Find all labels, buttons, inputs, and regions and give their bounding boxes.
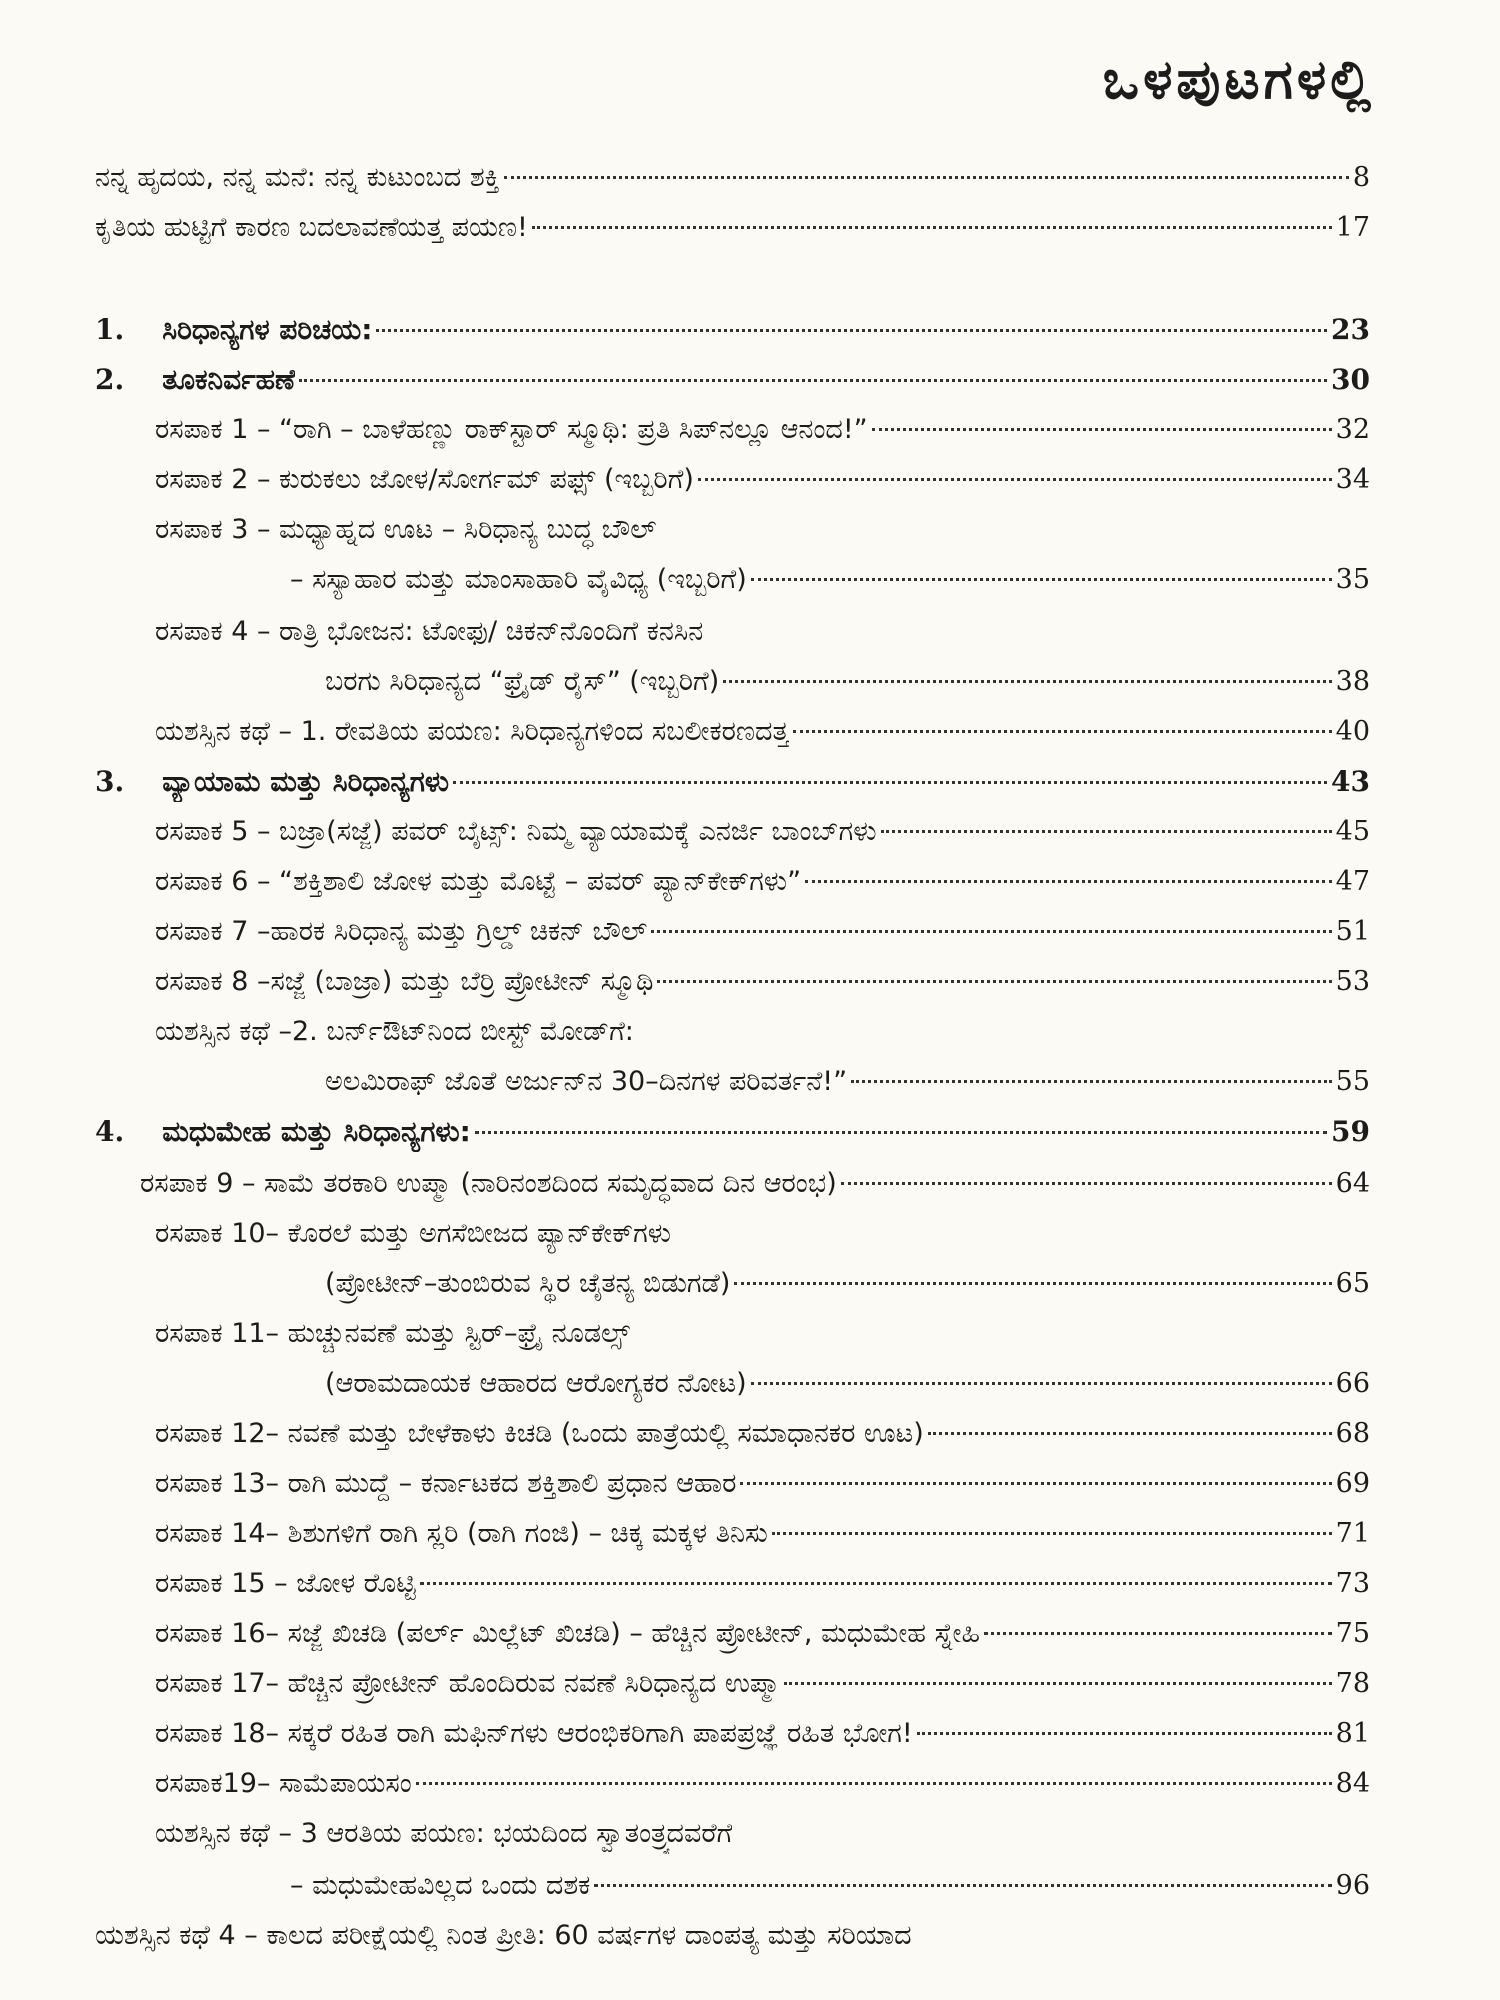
chapter-number: 4. (95, 1115, 125, 1148)
toc-entry-text: ರಸಪಾಕ 11– ಹುಚ್ಚುನವಣೆ ಮತ್ತು ಸ್ಟಿರ್–ಫ್ರೈ ನೂಡಲ್ಸ್ (155, 1318, 630, 1349)
toc-page-number: 34 (1335, 464, 1370, 495)
leader-dots (299, 379, 1327, 382)
leader-dots (772, 1532, 1332, 1535)
toc-entry[interactable] (155, 712, 1370, 752)
toc-entry[interactable] (155, 1214, 1370, 1254)
toc-entry-text: ಯಶಸ್ಸಿನ ಕಥೆ – 3 ಆರತಿಯ ಪಯಣ: ಭಯದಿಂದ ಸ್ವಾತಂತ್ರ್ಯದವರೆಗೆ (155, 1818, 733, 1849)
chapter-number: 1. (95, 313, 125, 346)
toc-entry[interactable] (155, 862, 1370, 902)
toc-entry[interactable] (155, 510, 1370, 550)
toc-chapter[interactable] (95, 1112, 1370, 1152)
toc-page-number: 53 (1335, 966, 1370, 997)
toc-page-number: 71 (1335, 1518, 1370, 1549)
toc-entry-text: ರಸಪಾಕ 8 –ಸಜ್ಜೆ (ಬಾಜ್ರಾ) ಮತ್ತು ಬೆರ್ರಿ ಪ್ರೋಟೀನ್ ಸ್ಮೂಥಿ (155, 966, 654, 997)
toc-entry-text: ರಸಪಾಕ 17– ಹೆಚ್ಚಿನ ಪ್ರೋಟೀನ್ ಹೊಂದಿರುವ ನವಣೆ ಸಿರಿಧಾನ್ಯದ ಉಪ್ಮಾ (155, 1668, 781, 1699)
toc-entry-text: ಸಿರಿಧಾನ್ಯಗಳ ಪರಿಚಯ: (162, 313, 373, 346)
toc-page-number: 45 (1335, 816, 1370, 847)
leader-dots (793, 730, 1332, 733)
toc-entry[interactable] (95, 208, 1370, 248)
leader-dots (984, 1632, 1332, 1635)
toc-entry-text: ರಸಪಾಕ 4 – ರಾತ್ರಿ ಭೋಜನ: ಟೋಫು/ ಚಿಕನ್‌ನೊಂದಿಗೆ ಕನಸಿನ (155, 616, 704, 647)
leader-dots (657, 980, 1331, 983)
leader-dots (841, 1182, 1332, 1185)
toc-entry[interactable] (155, 812, 1370, 852)
toc-entry[interactable] (155, 1764, 1370, 1804)
toc-entry-text: – ಮಧುಮೇಹವಿಲ್ಲದ ಒಂದು ದಶಕ (290, 1870, 591, 1901)
toc-entry-continuation[interactable] (290, 1866, 1370, 1906)
toc-entry-text: ಯಶಸ್ಸಿನ ಕಥೆ –2. ಬರ್ನ್‌ಔಟ್‌ನಿಂದ ಬೀಸ್ಟ್ ಮೋಡ್‌ಗೆ: (155, 1016, 634, 1047)
leader-dots (751, 578, 1332, 581)
toc-entry-text: ಬರಗು ಸಿರಿಧಾನ್ಯದ “ಫ್ರೈಡ್ ರೈಸ್” (ಇಬ್ಬರಿಗೆ) (325, 666, 720, 697)
leader-dots (475, 1131, 1327, 1134)
toc-page-number: 43 (1331, 765, 1370, 798)
toc-page-number: 75 (1335, 1618, 1370, 1649)
toc-entry-text: ರಸಪಾಕ 10– ಕೊರಲೆ ಮತ್ತು ಅಗಸೆಬೀಜದ ಪ್ಯಾನ್‌ಕೇಕ್‌ಗಳು (155, 1218, 671, 1249)
toc-entry-continuation[interactable] (290, 560, 1370, 600)
toc-entry[interactable] (155, 1514, 1370, 1554)
toc-page-number: 96 (1335, 1870, 1370, 1901)
toc-entry[interactable] (155, 460, 1370, 500)
toc-entry-text: ರಸಪಾಕ 6 – “ಶಕ್ತಿಶಾಲಿ ಜೋಳ ಮತ್ತು ಮೊಟ್ಟೆ – ಪವರ್ ಪ್ಯಾನ್‌ಕೇಕ್‌ಗಳು” (155, 866, 802, 897)
toc-page-number: 32 (1335, 414, 1370, 445)
toc-entry[interactable] (140, 1164, 1370, 1204)
leader-dots (594, 1884, 1331, 1887)
toc-entry[interactable] (155, 1564, 1370, 1604)
leader-dots (416, 1782, 1332, 1785)
toc-entry[interactable] (155, 1614, 1370, 1654)
toc-entry[interactable] (155, 410, 1370, 450)
toc-page-number: 81 (1335, 1718, 1370, 1749)
toc-entry-continuation[interactable] (325, 1062, 1370, 1102)
leader-dots (376, 329, 1327, 332)
toc-chapter[interactable] (95, 360, 1370, 400)
leader-dots (851, 1080, 1332, 1083)
toc-entry-text: ಅಲಮಿರಾಫ್ ಜೊತೆ ಅರ್ಜುನ್‌ನ 30–ದಿನಗಳ ಪರಿವರ್ತನೆ!” (325, 1066, 848, 1097)
toc-entry[interactable] (155, 1464, 1370, 1504)
toc-entry-text: ರಸಪಾಕ 14– ಶಿಶುಗಳಿಗೆ ರಾಗಿ ಸ್ಲರಿ (ರಾಗಿ ಗಂಜಿ) – ಚಿಕ್ಕ ಮಕ್ಕಳ ತಿನಿಸು (155, 1518, 768, 1549)
toc-page-number: 66 (1335, 1368, 1370, 1399)
leader-dots (453, 781, 1327, 784)
toc-entry-text: (ಆರಾಮದಾಯಕ ಆಹಾರದ ಆರೋಗ್ಯಕರ ನೋಟ) (325, 1368, 747, 1399)
toc-entry-text: ಕೃತಿಯ ಹುಟ್ಟಿಗೆ ಕಾರಣ ಬದಲಾವಣೆಯತ್ತ ಪಯಣ! (95, 212, 528, 243)
toc-entry-text: ರಸಪಾಕ 3 – ಮಧ್ಯಾಹ್ನದ ಊಟ – ಸಿರಿಧಾನ್ಯ ಬುದ್ಧ ಬೌಲ್ (155, 514, 657, 545)
page-title: ಒಳಪುಟಗಳಲ್ಲಿ (1102, 48, 1375, 111)
leader-dots (928, 1432, 1332, 1435)
toc-entry-text: ನನ್ನ ಹೃದಯ, ನನ್ನ ಮನೆ: ನನ್ನ ಕುಟುಂಬದ ಶಕ್ತಿ (95, 162, 500, 193)
leader-dots (805, 880, 1332, 883)
toc-entry-continuation[interactable] (325, 1264, 1370, 1304)
toc-entry-text: ತೂಕನಿರ್ವಹಣೆ (162, 363, 296, 396)
toc-entry-text: ರಸಪಾಕ 7 –ಹಾರಕ ಸಿರಿಧಾನ್ಯ ಮತ್ತು ಗ್ರಿಲ್ಡ್ ಚಿಕನ್ ಬೌಲ್ (155, 916, 648, 947)
toc-entry[interactable] (155, 1664, 1370, 1704)
toc-page-number: 8 (1352, 162, 1370, 193)
leader-dots (917, 1732, 1332, 1735)
toc-entry-text: ಯಶಸ್ಸಿನ ಕಥೆ 4 – ಕಾಲದ ಪರೀಕ್ಷೆಯಲ್ಲಿ ನಿಂತ ಪ್ರೀತಿ: 60 ವರ್ಷಗಳ ದಾಂಪತ್ಯ ಮತ್ತು ಸರಿಯಾದ (95, 1920, 912, 1951)
toc-entry-text: ರಸಪಾಕ 15 – ಜೋಳ ರೊಟ್ಟಿ (155, 1568, 416, 1599)
toc-entry-text: ಮಧುಮೇಹ ಮತ್ತು ಸಿರಿಧಾನ್ಯಗಳು: (162, 1115, 471, 1148)
leader-dots (723, 680, 1331, 683)
toc-entry-text: (ಪ್ರೋಟೀನ್–ತುಂಬಿರುವ ಸ್ಥಿರ ಚೈತನ್ಯ ಬಿಡುಗಡೆ) (325, 1268, 731, 1299)
toc-page-number: 35 (1335, 564, 1370, 595)
toc-page-number: 78 (1335, 1668, 1370, 1699)
leader-dots (504, 176, 1349, 179)
toc-page-number: 69 (1335, 1468, 1370, 1499)
toc-page-number: 84 (1335, 1768, 1370, 1799)
toc-chapter[interactable] (95, 762, 1370, 802)
toc-entry-text: ರಸಪಾಕ 5 – ಬಜ್ರಾ(ಸಜ್ಜೆ) ಪವರ್ ಬೈಟ್ಸ್: ನಿಮ್ಮ ವ್ಯಾಯಾಮಕ್ಕೆ ಎನರ್ಜಿ ಬಾಂಬ್‌ಗಳು (155, 816, 877, 847)
toc-entry[interactable] (155, 1414, 1370, 1454)
toc-entry-text: ಯಶಸ್ಸಿನ ಕಥೆ – 1. ರೇವತಿಯ ಪಯಣ: ಸಿರಿಧಾನ್ಯಗಳಿಂದ ಸಬಲೀಕರಣದತ್ತ (155, 716, 790, 747)
toc-page-number: 30 (1331, 363, 1370, 396)
toc-entry[interactable] (155, 1314, 1370, 1354)
toc-entry-continuation[interactable] (325, 662, 1370, 702)
toc-entry-continuation[interactable] (325, 1364, 1370, 1404)
toc-entry-text: – ಸಸ್ಯಾಹಾರ ಮತ್ತು ಮಾಂಸಾಹಾರಿ ವೈವಿಧ್ಯ (ಇಬ್ಬರಿಗೆ) (290, 564, 747, 595)
toc-page-number: 68 (1335, 1418, 1370, 1449)
chapter-number: 2. (95, 363, 125, 396)
toc-page-number: 64 (1335, 1168, 1370, 1199)
leader-dots (420, 1582, 1332, 1585)
toc-entry-text: ರಸಪಾಕ 16– ಸಜ್ಜೆ ಖಿಚಡಿ (ಪರ್ಲ್ ಮಿಲ್ಲೆಟ್ ಖಿಚಡಿ) – ಹೆಚ್ಚಿನ ಪ್ರೋಟೀನ್, ಮಧುಮೇಹ ಸ್ನೇಹಿ (155, 1618, 980, 1649)
toc-entry[interactable] (95, 158, 1370, 198)
toc-entry-text: ರಸಪಾಕ 12– ನವಣೆ ಮತ್ತು ಬೇಳೆಕಾಳು ಕಿಚಡಿ (ಒಂದು ಪಾತ್ರೆಯಲ್ಲಿ ಸಮಾಧಾನಕರ ಊಟ) (155, 1418, 924, 1449)
toc-page-number: 59 (1331, 1115, 1370, 1148)
toc-entry-text: ರಸಪಾಕ 2 – ಕುರುಕಲು ಜೋಳ/ಸೋರ್ಗಮ್ ಪಫ್ಸ್ (ಇಬ್ಬರಿಗೆ) (155, 464, 694, 495)
leader-dots (784, 1682, 1331, 1685)
leader-dots (881, 830, 1332, 833)
toc-page-number: 23 (1331, 313, 1370, 346)
leader-dots (872, 428, 1332, 431)
toc-entry[interactable] (155, 912, 1370, 952)
toc-chapter[interactable] (95, 310, 1370, 350)
toc-entry[interactable] (155, 612, 1370, 652)
toc-page-number: 17 (1335, 212, 1370, 243)
toc-page-number: 38 (1335, 666, 1370, 697)
toc-entry-text: ರಸಪಾಕ 18– ಸಕ್ಕರೆ ರಹಿತ ರಾಗಿ ಮಫಿನ್‌ಗಳು ಆರಂಭಿಕರಿಗಾಗಿ ಪಾಪಪ್ರಜ್ಞೆ ರಹಿತ ಭೋಗ! (155, 1718, 913, 1749)
toc-entry[interactable] (155, 1012, 1370, 1052)
leader-dots (751, 1382, 1332, 1385)
leader-dots (532, 226, 1332, 229)
leader-dots (740, 1482, 1331, 1485)
toc-page-number: 51 (1335, 916, 1370, 947)
toc-entry-text: ವ್ಯಾಯಾಮ ಮತ್ತು ಸಿರಿಧಾನ್ಯಗಳು (162, 765, 450, 798)
toc-entry[interactable] (155, 1814, 1370, 1854)
toc-page-number: 65 (1335, 1268, 1370, 1299)
toc-page-number: 40 (1335, 716, 1370, 747)
toc-entry[interactable] (155, 962, 1370, 1002)
toc-page-number: 73 (1335, 1568, 1370, 1599)
toc-entry-text: ರಸಪಾಕ19– ಸಾಮೆಪಾಯಸಂ (155, 1768, 412, 1799)
toc-entry-text: ರಸಪಾಕ 1 – “ರಾಗಿ – ಬಾಳೆಹಣ್ಣು ರಾಕ್‌ಸ್ಟಾರ್ ಸ್ಮೂಥಿ: ಪ್ರತಿ ಸಿಪ್‌ನಲ್ಲೂ ಆನಂದ!” (155, 414, 868, 445)
toc-page-number: 55 (1335, 1066, 1370, 1097)
toc-entry-text: ರಸಪಾಕ 9 – ಸಾಮೆ ತರಕಾರಿ ಉಪ್ಮಾ (ನಾರಿನಂಶದಿಂದ ಸಮೃದ್ಧವಾದ ದಿನ ಆರಂಭ) (140, 1168, 837, 1199)
chapter-number: 3. (95, 765, 125, 798)
leader-dots (698, 478, 1332, 481)
toc-page-number: 47 (1335, 866, 1370, 897)
leader-dots (734, 1282, 1331, 1285)
toc-entry-text: ರಸಪಾಕ 13– ರಾಗಿ ಮುದ್ದೆ – ಕರ್ನಾಟಕದ ಶಕ್ತಿಶಾಲಿ ಪ್ರಧಾನ ಆಹಾರ (155, 1468, 737, 1499)
leader-dots (651, 930, 1331, 933)
toc-entry[interactable] (95, 1916, 1370, 1956)
toc-entry[interactable] (155, 1714, 1370, 1754)
